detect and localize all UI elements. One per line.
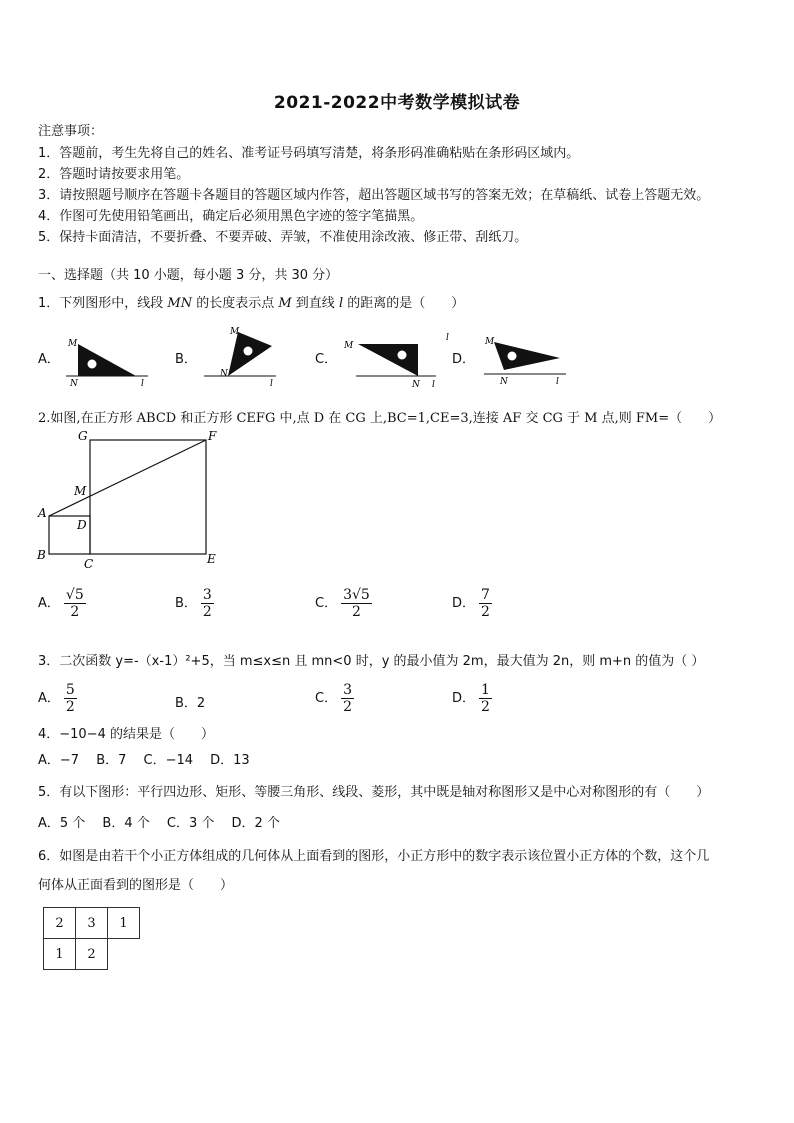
q1-option-a-label: A． [38,352,60,367]
label-a: A [38,506,47,520]
label-n: N [70,379,78,388]
grid-cell: 1 [44,939,76,970]
label-m: M [485,337,495,347]
q1-option-d-figure [442,330,572,388]
ruler-hole [244,347,253,356]
option-label: B． [175,596,197,612]
label-g: G [78,429,88,443]
denominator: 2 [202,604,212,621]
denominator: 2 [343,699,352,716]
numerator: 7 [481,587,490,603]
label-m: M [68,339,78,349]
question-4-text: 4．−10−4 的结果是（ ） [38,727,215,742]
option-label: A． [38,596,60,612]
option-label: B．2 [175,696,206,711]
grid-cell: 2 [76,939,108,970]
denominator: 2 [481,699,490,716]
exam-title: 2021-2022中考数学模拟试卷 [273,93,521,113]
notice-item-3: 3．请按照题号顺序在答题卡各题目的答题区域内作答，超出答题区域书写的答案无效；在草稿纸、试卷上答题无效。 [38,188,710,203]
ruler-hole [398,351,407,360]
q1-option-d-label: D． [452,352,476,367]
label-n: N [500,377,508,387]
notice-item-5: 5．保持卡面清洁，不要折叠、不要弄破、弄皱，不准使用涂改液、修正带、刮纸刀。 [38,230,528,245]
numerator: 3 [343,682,352,698]
numerator: 3 [202,587,212,603]
q1-point-m: M [278,296,292,311]
label-l: l [432,380,435,390]
fraction [64,587,86,620]
q1-line-l: l [338,296,344,311]
label-c: C [84,557,94,571]
question-2-text: 2.如图,在正方形 ABCD 和正方形 CEFG 中,点 D 在 CG 上,BC=1,CE=3,连接 AF 交 CG 于 M 点,则 FM=（ ） [38,411,722,426]
label-e: E [207,552,216,566]
square-cefg [90,440,206,554]
notice-item-2: 2．答题时请按要求用笔。 [38,167,190,182]
label-l-stray: l [446,333,449,343]
label-d: D [77,518,87,532]
fraction [479,682,492,715]
option-label: D． [452,691,476,707]
label-n: N [412,380,420,390]
q1-option-c-label: C． [315,352,338,367]
notice-item-1: 1．答题前，考生先将自己的姓名、准考证号码填写清楚，将条形码准确粘贴在条形码区域内。 [38,146,580,161]
numerator: √5 [65,587,84,603]
question-4-options: A．−7 B．7 C．−14 D．13 [38,753,250,768]
ruler-hole [508,352,517,361]
grid-cell-empty [108,939,140,970]
grid-cell: 3 [76,908,108,939]
segment-af [49,440,206,516]
q3-option-c [315,682,354,715]
question-3-text: 3．二次函数 y=-（x-1）²+5，当 m≤x≤n 且 mn<0 时，y 的最小值为 2m，最大值为 2n，则 m+n 的值为（ ） [38,654,705,669]
option-label: A． [38,691,60,707]
q3-option-b [175,692,205,711]
q3-option-d [452,682,492,715]
denominator: 2 [351,604,361,621]
q1-option-c-figure [340,334,442,390]
q2-option-a [38,587,86,620]
numerator: 1 [481,682,490,698]
notice-heading: 注意事项： [38,124,104,139]
numerator: 5 [65,682,75,698]
label-b: B [37,548,46,562]
option-label: D． [452,596,476,612]
q2-option-d [452,587,492,620]
q1-option-b-figure [200,324,282,388]
q2-option-b [175,587,214,620]
option-label: C． [315,691,338,707]
ruler-hole [88,360,97,369]
numerator: 3√5 [343,587,370,603]
q1-text-part: 1．下列图形中，线段 [38,296,168,311]
triangle-ruler [358,344,418,376]
section-heading: 一、选择题（共 10 小题，每小题 3 分，共 30 分） [38,268,339,283]
grid-cell: 1 [108,908,140,939]
question-6-text-line2: 何体从正面看到的图形是（ ） [38,878,234,893]
grid-row [44,908,140,939]
label-m: M [74,484,87,498]
question-5-options: A．5 个 B．4 个 C．3 个 D．2 个 [38,816,280,831]
q1-option-b-label: B． [175,352,197,367]
grid-cell: 2 [44,908,76,939]
option-label: C． [315,596,338,612]
fraction [341,682,354,715]
question-1-text [38,292,464,311]
q2-option-c [315,587,372,620]
q3-option-a [38,682,77,715]
q1-segment-mn: MN [167,296,193,311]
denominator: 2 [481,604,490,621]
triangle-ruler [78,344,136,376]
denominator: 2 [70,604,80,621]
triangle-ruler [494,342,560,370]
fraction [479,587,492,620]
question-6-text-line1: 6．如图是由若干个小正方体组成的几何体从上面看到的图形，小正方形中的数字表示该位置小正方体的个数，这个几 [38,849,710,864]
q1-text-part: 的长度表示点 [192,296,279,311]
fraction [64,682,77,715]
notice-item-4: 4．作图可先使用铅笔画出，确定后必须用黑色字迹的签字笔描黑。 [38,209,424,224]
q1-text-part: 的距离的是（ ） [343,296,465,311]
q6-top-view-grid [43,907,140,970]
label-m: M [230,327,240,337]
label-n: N [220,369,228,379]
grid-row [44,939,140,970]
q1-option-a-figure [62,334,154,388]
denominator: 2 [65,699,75,716]
label-l: l [270,379,273,388]
label-m: M [344,341,354,351]
q1-text-part: 到直线 [291,296,339,311]
fraction [201,587,214,620]
label-l: l [556,377,559,387]
question-5-text: 5．有以下图形：平行四边形、矩形、等腰三角形、线段、菱形，其中既是轴对称图形又是中心对称图形的有（ ） [38,785,710,800]
fraction [341,587,372,620]
label-l: l [141,379,144,388]
q2-squares-figure [34,425,224,573]
label-f: F [208,429,217,443]
